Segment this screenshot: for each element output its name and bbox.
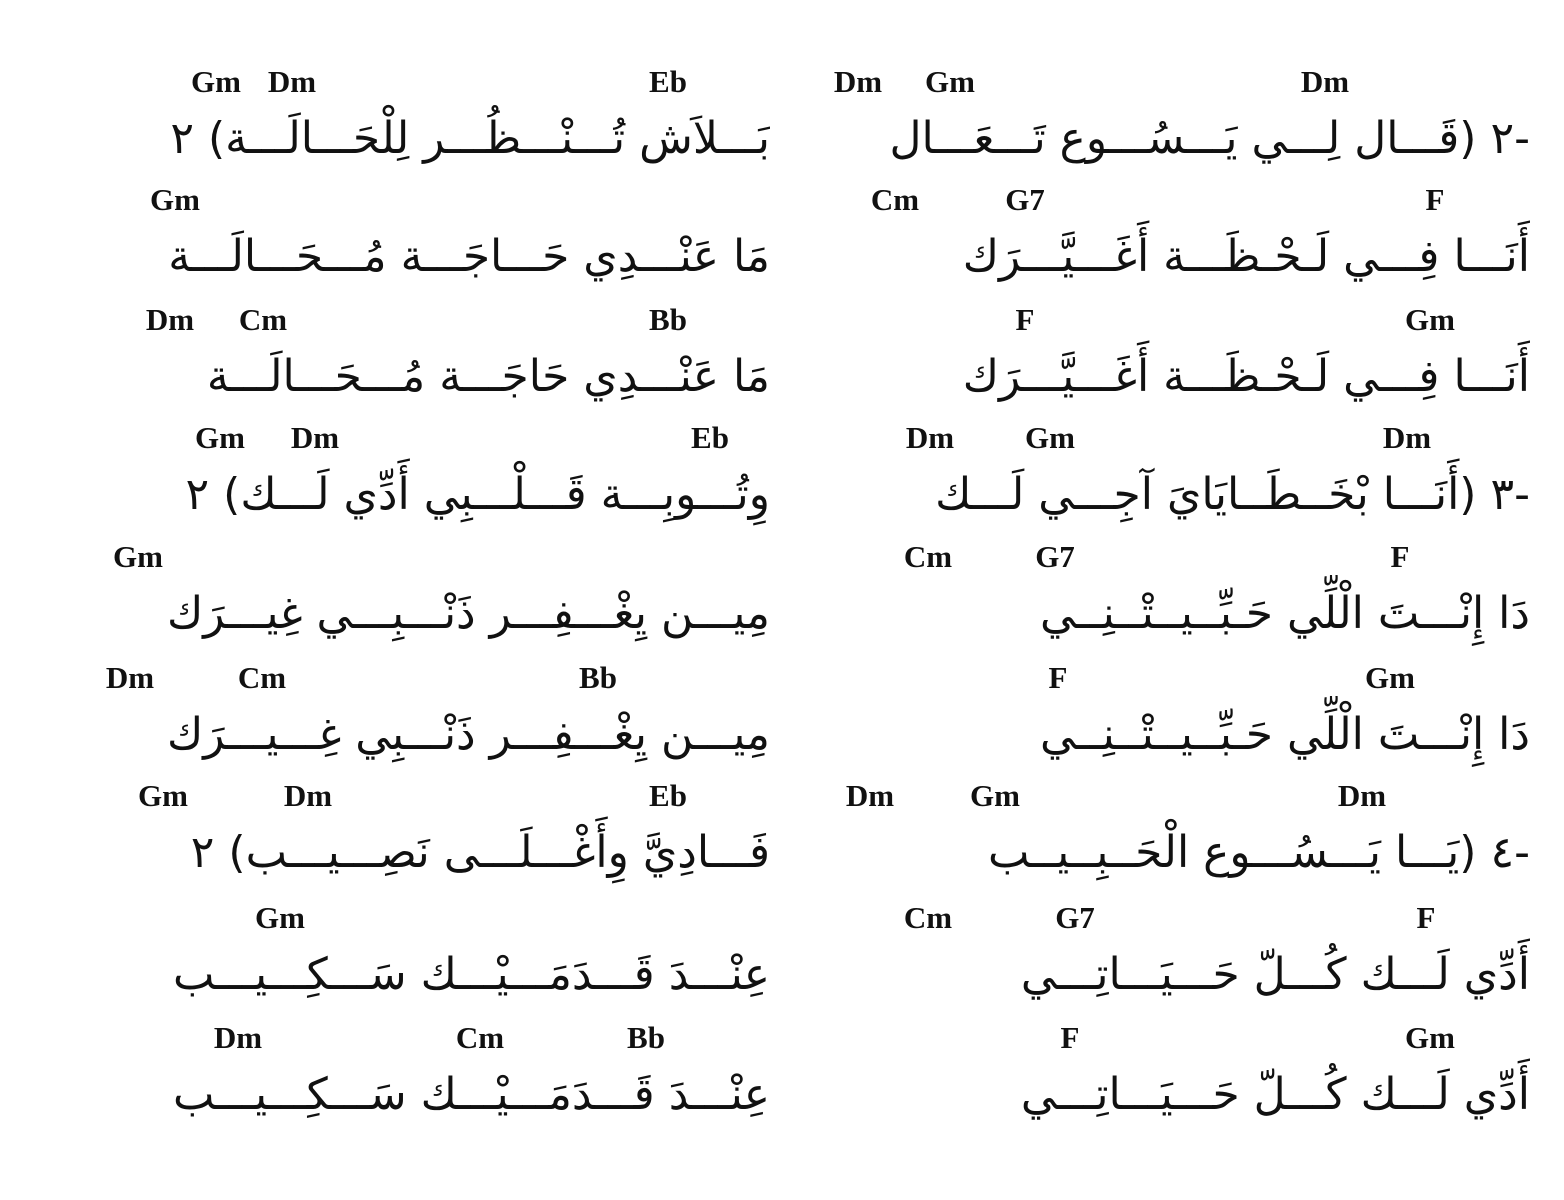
chord-symbol: Dm (267, 64, 317, 99)
lyric-line: أَنَـــا فِـــي لَـحْـظَـــة أَغَـــيَّـــرَك (962, 351, 1530, 402)
chord-line (70, 776, 770, 816)
chord-line (70, 62, 770, 102)
right-line-8 (830, 898, 1530, 1018)
lyric-line: بَـــلاَش تُـــنْـــظُـــر لِلْحَـــالَـــة) ٢ (170, 113, 770, 164)
chord-symbol: Dm (145, 302, 195, 337)
chord-symbol: Dm (1300, 64, 1350, 99)
lyric-line: مِيـــن يِغْـــفِـــر ذَنْـــبِـــي غِيـــرَك (167, 588, 770, 639)
chord-line (70, 300, 770, 340)
chord-symbol: Gm (195, 420, 245, 455)
chord-line (70, 418, 770, 458)
right-line-9 (830, 1018, 1530, 1138)
lyric-line: مَا عَنْـــدِي حَـــاجَـــة مُـــحَـــالَـــة (168, 231, 770, 282)
chord-symbol: Dm (1382, 420, 1432, 455)
lyric-line: -٤ (يَـــا يَـــسُـــوع الْحَــبِــيــب (988, 827, 1530, 878)
lyric-line: -٢ (قَـــال لِـــي يَـــسُـــوع تَـــعَـــال (889, 113, 1530, 164)
lyric-line: عِنْـــدَ قَـــدَمَـــيْـــك سَـــكِـــيـــب (172, 1069, 770, 1120)
lyric-line: وِتُـــوبِـــة قَـــلْـــبِي أَدِّي لَـــك) ٢ (185, 469, 770, 520)
lyric-line: أَنَـــا فِـــي لَـحْـظَـــة أَغَـــيَّـــرَك (962, 231, 1530, 282)
right-line-3 (830, 300, 1530, 420)
lyric-line: دَا إِنْـــتَ الْلِّي حَـبِّــيــتْــنِــي (1040, 709, 1530, 760)
chord-line (70, 898, 770, 938)
chord-symbol: Gm (1365, 660, 1415, 695)
chord-symbol: Cm (903, 900, 953, 935)
right-line-1 (830, 62, 1530, 182)
lyric-line: مَا عَنْـــدِي حَاجَـــة مُـــحَـــالَـــة (206, 351, 770, 402)
chord-line (830, 62, 1530, 102)
left-line-7 (70, 776, 770, 896)
chord-line (830, 300, 1530, 340)
lyric-line: فَـــادِيَّ وِأَغْـــلَـــى نَصِـــيـــب) ٢ (190, 827, 770, 878)
chord-symbol: Dm (105, 660, 155, 695)
chord-line (830, 418, 1530, 458)
right-line-5 (830, 537, 1530, 657)
left-column (70, 0, 770, 1200)
left-line-8 (70, 898, 770, 1018)
chord-line (830, 898, 1530, 938)
chord-symbol: Dm (283, 778, 333, 813)
chord-line (70, 180, 770, 220)
lyric-line: عِنْـــدَ قَـــدَمَـــيْـــك سَـــكِـــيـــب (172, 949, 770, 1000)
chord-symbol: Dm (290, 420, 340, 455)
chord-symbol: G7 (1035, 539, 1075, 574)
chord-symbol: Cm (455, 1020, 505, 1055)
chord-symbol: Eb (649, 778, 687, 813)
chord-symbol: Bb (579, 660, 617, 695)
left-line-4 (70, 418, 770, 538)
left-line-2 (70, 180, 770, 300)
chord-symbol: F (1425, 182, 1445, 217)
chord-symbol: Gm (925, 64, 975, 99)
lyric-line: أَدِّي لَـــك كُـــلّ حَـــيَـــاتِـــي (1020, 949, 1530, 1000)
left-line-3 (70, 300, 770, 420)
chord-symbol: Cm (237, 660, 287, 695)
chord-symbol: Gm (191, 64, 241, 99)
chord-symbol: Gm (1025, 420, 1075, 455)
chord-symbol: Dm (213, 1020, 263, 1055)
chord-line (830, 1018, 1530, 1058)
chord-line (830, 180, 1530, 220)
right-column (830, 0, 1530, 1200)
chord-symbol: Gm (970, 778, 1020, 813)
right-line-4 (830, 418, 1530, 538)
chord-symbol: Gm (1405, 1020, 1455, 1055)
chord-symbol: Dm (905, 420, 955, 455)
chord-line (70, 658, 770, 698)
chord-symbol: Eb (691, 420, 729, 455)
lyric-line: -٣ (أَنَـــا بْخَــطَــايَايَ آجِـــي لَـــك (935, 469, 1530, 520)
right-line-7 (830, 776, 1530, 896)
chord-symbol: F (1390, 539, 1410, 574)
chord-symbol: Bb (627, 1020, 665, 1055)
right-line-6 (830, 658, 1530, 778)
left-line-1 (70, 62, 770, 182)
chord-symbol: F (1060, 1020, 1080, 1055)
chord-symbol: Eb (649, 64, 687, 99)
chord-symbol: Cm (870, 182, 920, 217)
lyric-line: دَا إِنْـــتَ الْلِّي حَـبِّــيــتْــنِــي (1040, 588, 1530, 639)
left-line-5 (70, 537, 770, 657)
chord-symbol: Gm (150, 182, 200, 217)
chord-symbol: F (1048, 660, 1068, 695)
chord-symbol: Cm (238, 302, 288, 337)
lyric-line: أَدِّي لَـــك كُـــلّ حَـــيَـــاتِـــي (1020, 1069, 1530, 1120)
chord-line (70, 1018, 770, 1058)
left-line-9 (70, 1018, 770, 1138)
chord-line (830, 537, 1530, 577)
chord-line (830, 658, 1530, 698)
chord-symbol: G7 (1055, 900, 1095, 935)
chord-symbol: Bb (649, 302, 687, 337)
right-line-2 (830, 180, 1530, 300)
left-line-6 (70, 658, 770, 778)
chord-symbol: F (1015, 302, 1035, 337)
chord-symbol: Dm (1337, 778, 1387, 813)
chord-line (830, 776, 1530, 816)
chord-symbol: Gm (255, 900, 305, 935)
chord-symbol: Gm (138, 778, 188, 813)
chord-symbol: Cm (903, 539, 953, 574)
chord-line (70, 537, 770, 577)
chord-symbol: Gm (1405, 302, 1455, 337)
chord-symbol: Dm (845, 778, 895, 813)
chord-symbol: F (1416, 900, 1436, 935)
lyric-line: مِيـــن يِغْـــفِـــر ذَنْـــبِي غِـــيـــرَك (167, 709, 770, 760)
chord-symbol: Gm (113, 539, 163, 574)
chord-symbol: Dm (833, 64, 883, 99)
chord-symbol: G7 (1005, 182, 1045, 217)
